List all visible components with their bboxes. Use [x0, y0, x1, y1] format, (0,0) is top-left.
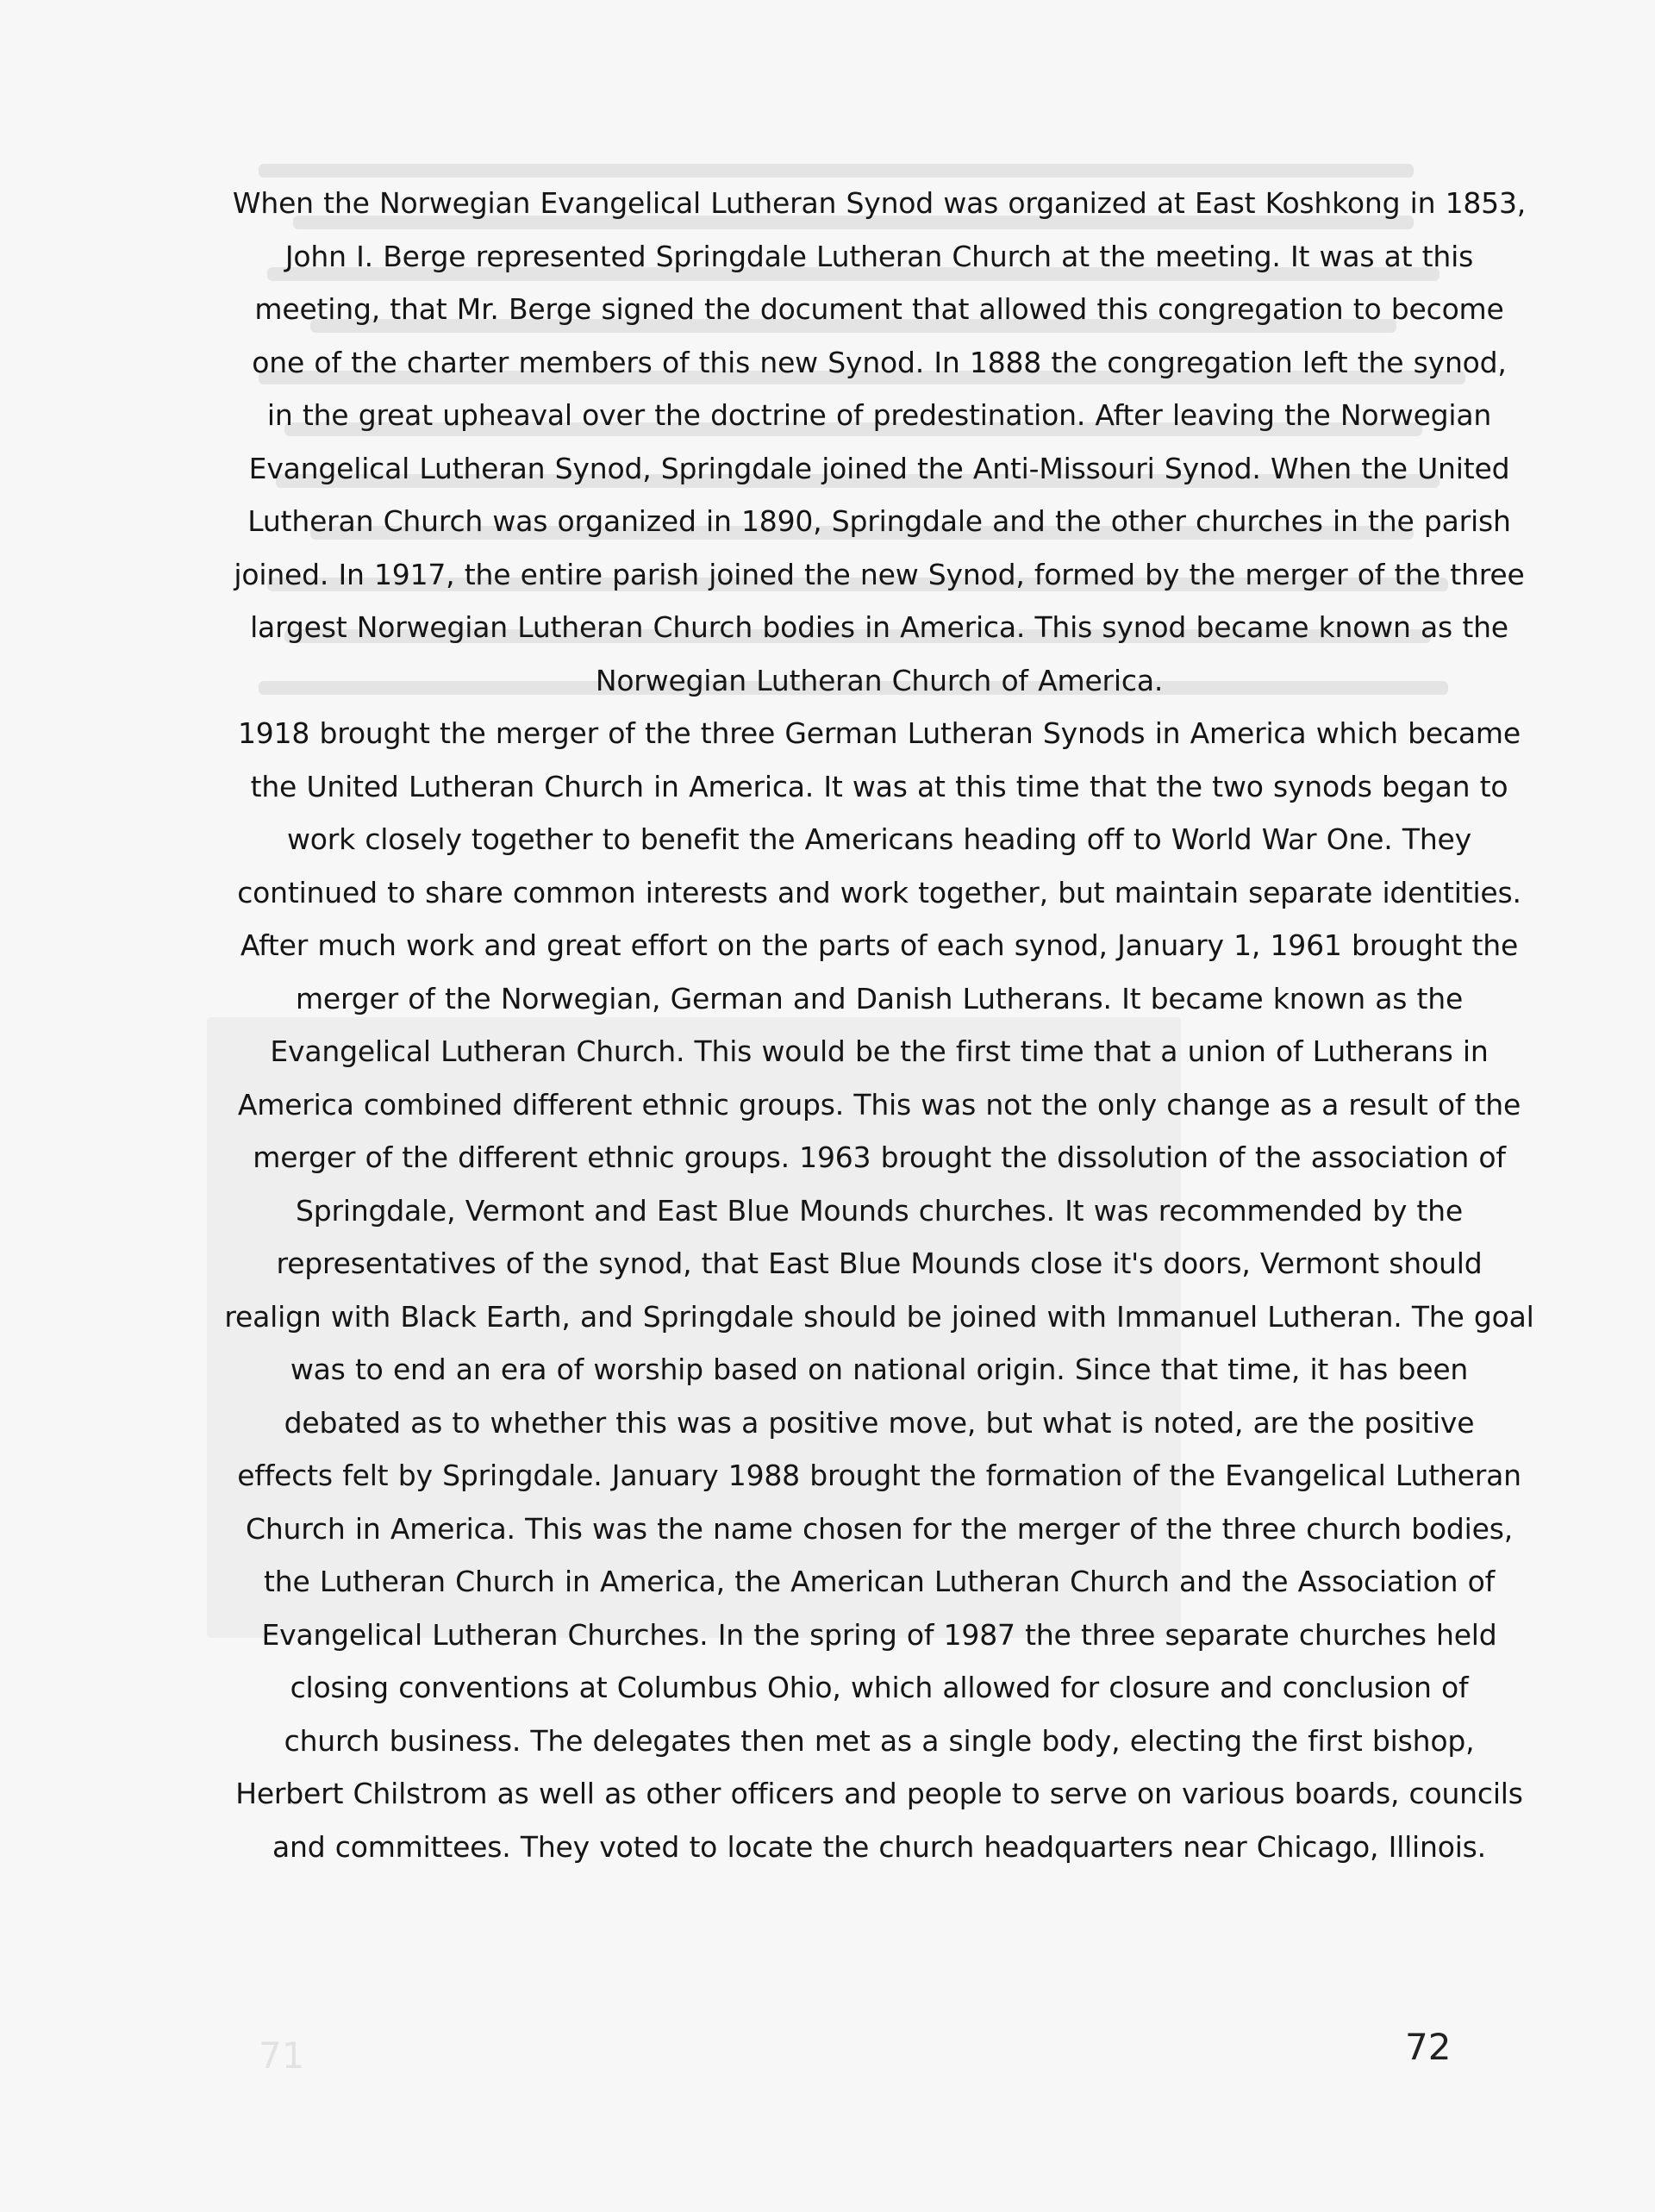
text-line: realign with Black Earth, and Springdale should be joined with Immanuel Lutheran. The goal: [224, 1299, 1534, 1334]
text-line: When the Norwegian Evangelical Lutheran Synod was organized at East Koshkong in 1853,: [232, 186, 1527, 220]
text-line: closing conventions at Columbus Ohio, which allowed for closure and conclusion of: [290, 1671, 1469, 1704]
text-line: representatives of the synod, that East Blue Mounds close it's doors, Vermont should: [276, 1247, 1483, 1280]
text-line: Church in America. This was the name chosen for the merger of the three church bodies,: [245, 1511, 1514, 1546]
text-line: After much work and great effort on the parts of each synod, January 1, 1961 brought the: [240, 928, 1519, 962]
text-line: was to end an era of worship based on national origin. Since that time, it has been: [290, 1353, 1469, 1386]
text-line: work closely together to benefit the Americans heading off to World War One. They: [287, 822, 1471, 856]
text-line: in the great upheaval over the doctrine of predestination. After leaving the Norwegian: [266, 398, 1492, 432]
text-line: joined. In 1917, the entire parish joined the new Synod, formed by the merger of the three: [234, 557, 1525, 591]
text-line: one of the charter members of this new Synod. In 1888 the congregation left the synod,: [252, 345, 1507, 379]
text-line: Lutheran Church was organized in 1890, Springdale and the other churches in the parish: [247, 504, 1511, 538]
text-line: the Lutheran Church in America, the American Lutheran Church and the Association of: [264, 1565, 1495, 1598]
paragraph-synod-history: [215, 177, 1543, 707]
text-line: effects felt by Springdale. January 1988 brought the formation of the Evangelical Lutheran: [237, 1459, 1521, 1492]
page-number: 72: [1405, 2026, 1452, 2068]
body-text: [215, 177, 1543, 1873]
text-line: Evangelical Lutheran Synod, Springdale joined the Anti-Missouri Synod. When the United: [248, 451, 1510, 485]
text-line: Norwegian Lutheran Church of America.: [595, 663, 1164, 697]
text-line: merger of the different ethnic groups. 1963 brought the dissolution of the association of: [253, 1140, 1506, 1174]
text-line: continued to share common interests and work together, but maintain separate identities.: [237, 875, 1521, 909]
text-line: Evangelical Lutheran Church. This would be the first time that a union of Lutherans in: [270, 1034, 1489, 1068]
text-line: debated as to whether this was a positive move, but what is noted, are the positive: [284, 1405, 1475, 1440]
text-line: John I. Berge represented Springdale Lutheran Church at the meeting. It was at this: [284, 239, 1474, 273]
text-line: and committees. They voted to locate the church headquarters near Chicago, Illinois.: [272, 1829, 1486, 1864]
text-line: merger of the Norwegian, German and Danish Lutherans. It became known as the: [295, 981, 1464, 1015]
text-line: America combined different ethnic groups. This was not the only change as a result of the: [237, 1087, 1521, 1122]
text-line: largest Norwegian Lutheran Church bodies in America. This synod became known as the: [250, 610, 1508, 644]
text-line: Evangelical Lutheran Churches. In the spring of 1987 the three separate churches held: [261, 1617, 1497, 1652]
text-line: meeting, that Mr. Berge signed the document that allowed this congregation to become: [254, 292, 1504, 326]
text-line: 1918 brought the merger of the three German Lutheran Synods in America which became: [238, 716, 1521, 750]
paragraph-merger-history: [215, 707, 1543, 1873]
text-line: the United Lutheran Church in America. It was at this time that the two synods began to: [250, 769, 1508, 803]
text-line: church business. The delegates then met as a single body, electing the first bishop,: [284, 1723, 1475, 1758]
bleed-through-page-number: 71: [259, 2034, 305, 2077]
text-line: Herbert Chilstrom as well as other officers and people to serve on various boards, councils: [235, 1777, 1523, 1810]
text-line: Springdale, Vermont and East Blue Mounds churches. It was recommended by the: [295, 1193, 1463, 1228]
